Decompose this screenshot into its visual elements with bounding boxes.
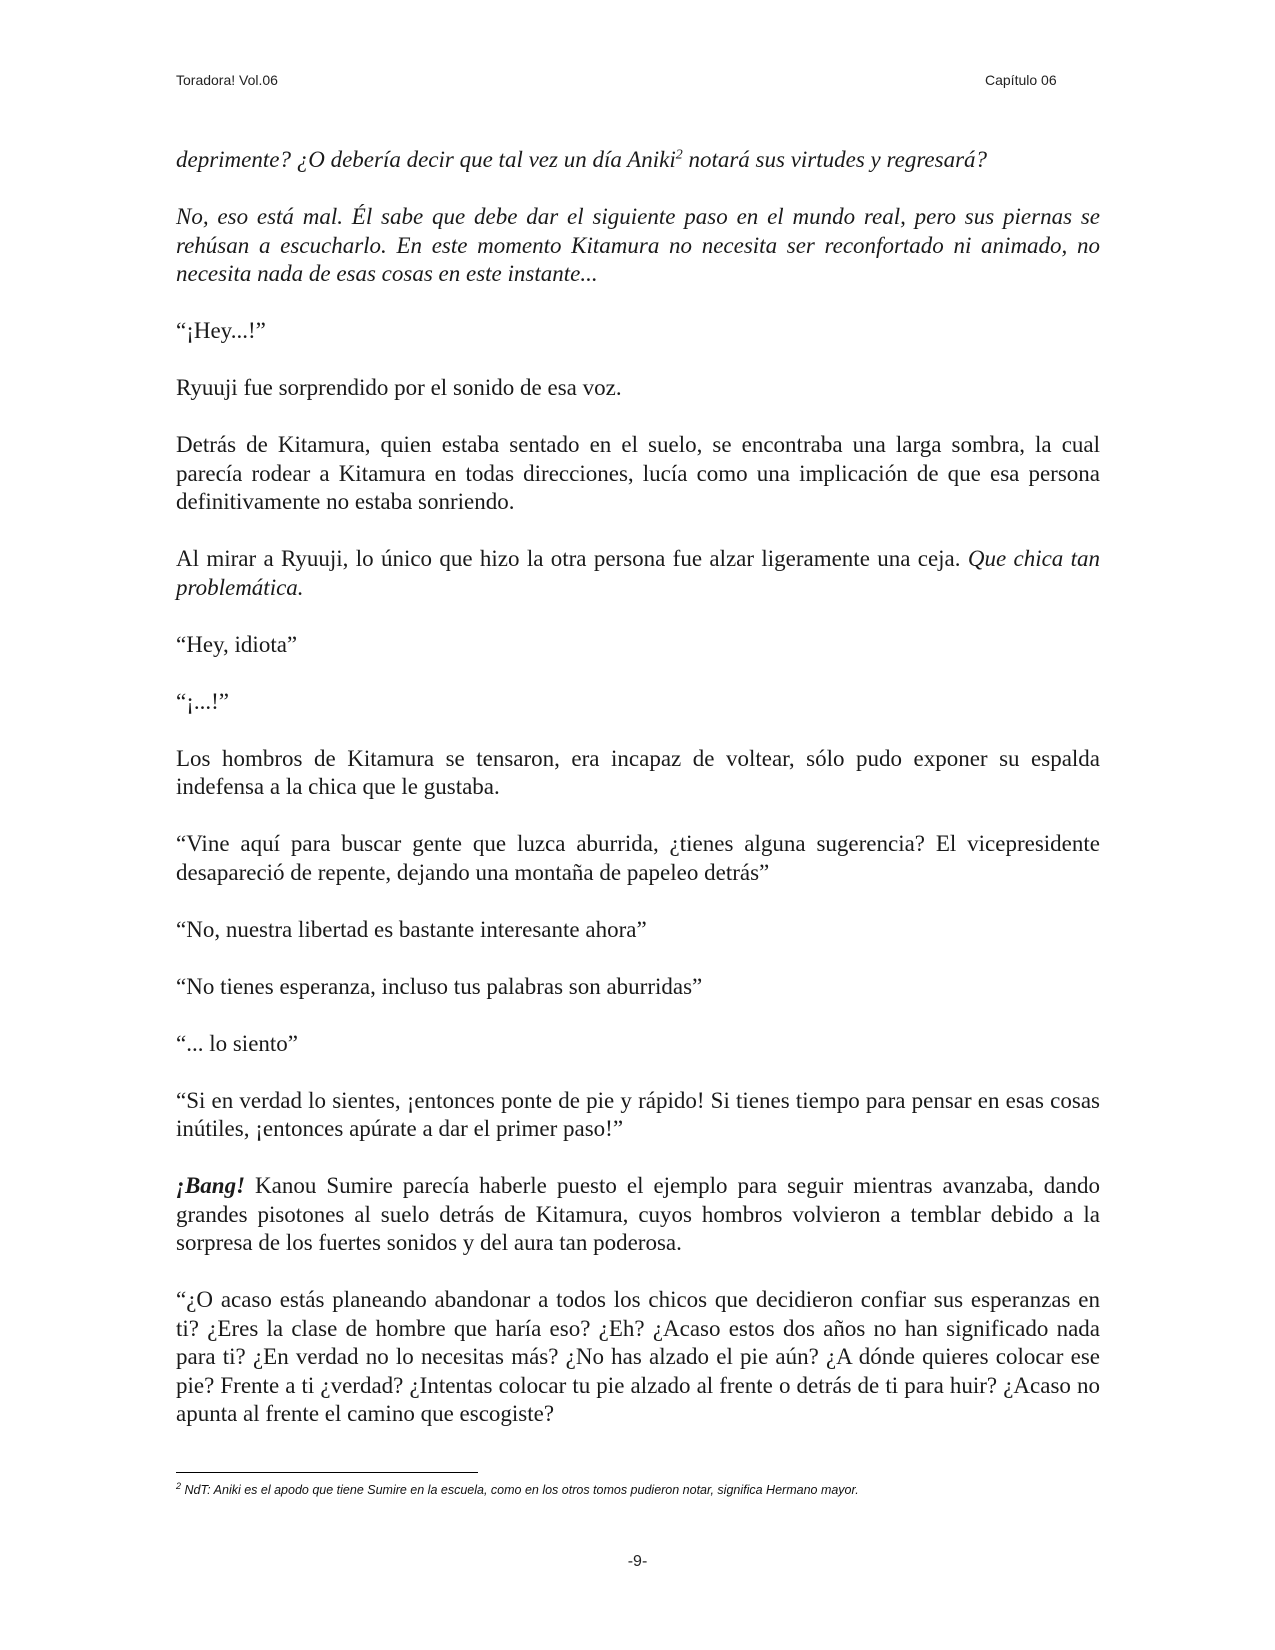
paragraph-11: “No, nuestra libertad es bastante interesante ahora” (176, 916, 647, 942)
header-chapter: Capítulo 06 (985, 72, 1057, 88)
paragraph-10: “Vine aquí para buscar gente que luzca aburrida, ¿tienes alguna sugerencia? El vicepresidente desapareció de repente, dejando una montaña de papeleo detrás” (176, 831, 1100, 885)
paragraph-3: “¡Hey...!” (176, 318, 266, 343)
paragraph-14: “Si en verdad lo sientes, ¡entonces ponte de pie y rápido! Si tienes tiempo para pensar en esas cosas inútiles, ¡entonces apúrate a dar el primer paso!” (176, 1087, 1100, 1141)
footnote-divider (176, 1472, 478, 1473)
paragraph-8: “¡...!” (176, 688, 229, 714)
paragraph-13: “... lo siento” (176, 1030, 298, 1056)
paragraph-15-text: Kanou Sumire parecía haberle puesto el ejemplo para seguir mientras avanzaba, dando grandes pisotones al suelo detrás de Kitamura, cuyos hombros volvieron a temblar debido a la sorpresa de los fuertes sonidos y del aura tan poderosa. (176, 1173, 1100, 1255)
paragraph-4: Ryuuji fue sorprendido por el sonido de esa voz. (176, 375, 622, 400)
page-number: -9- (627, 1553, 648, 1570)
paragraph-16: “¿O acaso estás planeando abandonar a todos los chicos que decidieron confiar sus esperanzas en ti? ¿Eres la clase de hombre que haría eso? ¿Eh? ¿Acaso estos dos años no han significado nada para ti? ¿En verdad no lo necesitas más? ¿No has alzado el pie aún? ¿A dónde quieres colocar ese pie? Frente a ti ¿verdad? ¿Intentas colocar tu pie alzado al frente o detrás de ti para huir? ¿Acaso no apunta al frente el camino que escogiste? (176, 1287, 1100, 1426)
page-body (176, 146, 1100, 1457)
paragraph-12: “No tienes esperanza, incluso tus palabras son aburridas” (176, 973, 703, 999)
footnote-reference: 2 (675, 147, 683, 163)
paragraph-1-text-a: deprimente? ¿O debería decir que tal vez un día Aniki (176, 147, 676, 172)
paragraph-15 (176, 1172, 1100, 1258)
footnote-text: NdT: Aniki es el apodo que tiene Sumire en la escuela, como en los otros tomos pudieron notar, significa Hermano mayor. (181, 1483, 859, 1497)
paragraph-5: Detrás de Kitamura, quien estaba sentado en el suelo, se encontraba una larga sombra, la cual parecía rodear a Kitamura en todas direcciones, lucía como una implicación de que esa persona definitivamente no estaba sonriendo. (176, 432, 1100, 514)
paragraph-1 (176, 146, 1100, 175)
paragraph-7: “Hey, idiota” (176, 631, 298, 657)
footnote-number: 2 (176, 1480, 182, 1491)
paragraph-6-text-italic: Que chica tan problemática. (176, 546, 1100, 600)
paragraph-1-text-b: notará sus virtudes y regresará? (682, 147, 988, 172)
paragraph-6 (176, 545, 1100, 602)
paragraph-6-text-a: Al mirar a Ryuuji, lo único que hizo la otra persona fue alzar ligeramente una ceja. (176, 546, 968, 571)
footnote (176, 1480, 1100, 1497)
paragraph-9: Los hombros de Kitamura se tensaron, era incapaz de voltear, sólo pudo exponer su espalda indefensa a la chica que le gustaba. (176, 745, 1100, 799)
paragraph-15-bang: ¡Bang! (176, 1173, 246, 1198)
paragraph-2: No, eso está mal. Él sabe que debe dar el siguiente paso en el mundo real, pero sus piernas se rehúsan a escucharlo. En este momento Kitamura no necesita ser reconfortado ni animado, no necesita nada de esas cosas en este instante... (176, 204, 1100, 286)
header-book-title: Toradora! Vol.06 (176, 72, 278, 88)
